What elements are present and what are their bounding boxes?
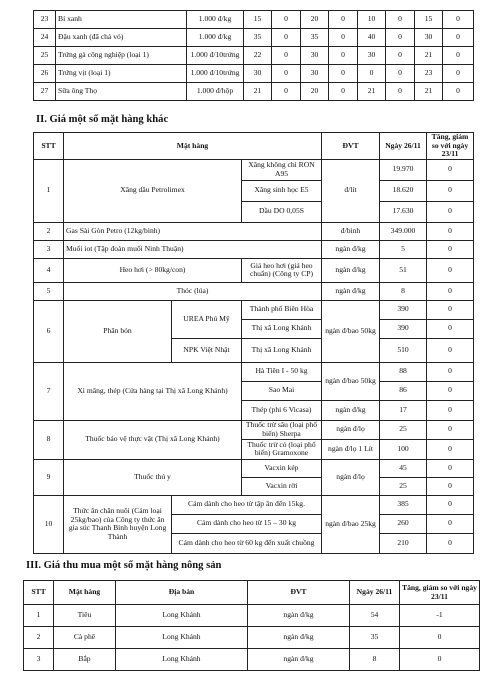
cell-value: 30 [244, 65, 272, 83]
row-stt: 2 [34, 222, 64, 240]
cell-value: 35 [244, 29, 272, 47]
row-stt: 9 [34, 459, 64, 495]
row-stt: 24 [34, 29, 56, 47]
table-row [34, 11, 474, 29]
cell-value: 0 [443, 83, 474, 101]
col-header-stt: STT [24, 581, 54, 605]
price: 54 [350, 605, 400, 627]
col-header-unit: ĐVT [248, 581, 350, 605]
change: 0 [427, 338, 474, 362]
table-row [34, 47, 474, 65]
cell-value: 0 [329, 11, 358, 29]
change: 0 [427, 201, 474, 222]
price: 100 [380, 439, 427, 459]
row-stt: 5 [34, 282, 64, 300]
table-row [34, 222, 474, 240]
price: 8 [350, 649, 400, 671]
row-unit: ngàn đ/bao 25kg [322, 495, 380, 553]
cell-value: 0 [272, 83, 301, 101]
cell-value: 0 [443, 47, 474, 65]
price: 390 [380, 300, 427, 319]
price: 390 [380, 319, 427, 338]
row-stt: 2 [24, 627, 54, 649]
row-stt: 4 [34, 258, 64, 282]
cell-value: 0 [386, 47, 415, 65]
change: 0 [400, 627, 480, 649]
row-unit: 1.000 đ/hộp [187, 83, 244, 101]
change: 0 [427, 222, 474, 240]
row-stt: 1 [24, 605, 54, 627]
change: 0 [427, 400, 474, 420]
table-row [34, 282, 474, 300]
sub-item: Xăng không chì RON A95 [242, 159, 322, 180]
price: 35 [350, 627, 400, 649]
row-name: Trứng gà công nghiệp (loại 1) [56, 47, 187, 65]
sub-item: Giá heo hơi (giá heo chuẩn) (Công ty CP) [242, 258, 322, 282]
row-unit: ngàn đ/lọ [322, 459, 380, 495]
row-unit: ngàn đ/lọ [322, 420, 380, 439]
table-row [34, 495, 474, 514]
price: 385 [380, 495, 427, 514]
row-unit: đ/lít [322, 159, 380, 222]
row-name: Phân bón [64, 300, 172, 362]
row-unit: ngàn đ/lọ 1 Lít [322, 439, 380, 459]
row-unit: ngàn đ/kg [322, 240, 380, 258]
sub-item: Dầu DO 0,05S [242, 201, 322, 222]
change: 0 [427, 282, 474, 300]
cell-value: 0 [443, 11, 474, 29]
change: 0 [427, 420, 474, 439]
row-name: Sữa ông Thọ [56, 83, 187, 101]
table-row [34, 240, 474, 258]
cell-value: 22 [244, 47, 272, 65]
row-name: Bắp [54, 649, 116, 671]
cell-value: 10 [358, 11, 386, 29]
price: 260 [380, 514, 427, 533]
col-header-stt: STT [34, 133, 64, 160]
row-unit: ngàn đ/kg [248, 649, 350, 671]
change: 0 [427, 362, 474, 381]
row-name: Thóc (lúa) [64, 282, 322, 300]
row-unit: ngàn đ/bao 50kg [322, 362, 380, 400]
col-header-date: Ngày 26/11 [350, 581, 400, 605]
change: 0 [427, 514, 474, 533]
cell-value: 30 [415, 29, 443, 47]
cell-value: 30 [301, 47, 329, 65]
price: 45 [380, 459, 427, 477]
price: 86 [380, 381, 427, 400]
price: 17 [380, 400, 427, 420]
col-header-item: Mặt hàng [64, 133, 322, 160]
row-stt: 8 [34, 420, 64, 459]
change: 0 [427, 240, 474, 258]
row-unit: đ/bình [322, 222, 380, 240]
price: 25 [380, 477, 427, 495]
col-header-unit: ĐVT [322, 133, 380, 160]
cell-value: 0 [329, 83, 358, 101]
price: 5 [380, 240, 427, 258]
table-farm-products [23, 580, 480, 671]
cell-value: 0 [443, 29, 474, 47]
sub-item: Thép (phi 6 Vicasa) [242, 400, 322, 420]
row-stt: 1 [34, 159, 64, 222]
row-stt: 25 [34, 47, 56, 65]
row-stt: 3 [34, 240, 64, 258]
sub-group: NPK Việt Nhật [172, 338, 242, 362]
price: 349.000 [380, 222, 427, 240]
cell-value: 21 [415, 47, 443, 65]
row-name: Gas Sài Gòn Petro (12kg/bình) [64, 222, 322, 240]
table-row [34, 83, 474, 101]
sub-item: Sao Mai [242, 381, 322, 400]
cell-value: 20 [301, 11, 329, 29]
table-row [34, 459, 474, 477]
cell-value: 15 [415, 11, 443, 29]
row-stt: 10 [34, 495, 64, 553]
row-area: Long Khánh [116, 649, 248, 671]
cell-value: 0 [386, 29, 415, 47]
table-header-row [34, 133, 474, 160]
sub-item: Thuốc trừ sâu (loại phổ biến) Sherpa [242, 420, 322, 439]
row-unit: 1.000 đ/kg [187, 29, 244, 47]
cell-value: 0 [443, 65, 474, 83]
row-name: Thức ăn chăn nuôi (Cám loại 25kg/bao) của Công ty thức ăn gia súc Thanh Bình huyện Long Thành [64, 495, 172, 553]
row-unit: 1.000 đ/kg [187, 11, 244, 29]
change: 0 [427, 533, 474, 553]
row-stt: 7 [34, 362, 64, 420]
cell-value: 0 [272, 65, 301, 83]
row-name: Bí xanh [56, 11, 187, 29]
cell-value: 30 [358, 47, 386, 65]
cell-value: 0 [329, 47, 358, 65]
row-name: Thuốc thú y [64, 459, 242, 495]
row-unit: ngàn đ/kg [248, 627, 350, 649]
row-name: Xi măng, thép (Cửa hàng tại Thị xã Long Khánh) [64, 362, 242, 420]
change: 0 [427, 180, 474, 201]
cell-value: 0 [272, 29, 301, 47]
cell-value: 0 [386, 11, 415, 29]
change: 0 [427, 381, 474, 400]
table-row [34, 159, 474, 180]
change: 0 [427, 258, 474, 282]
table-row [34, 258, 474, 282]
col-header-area: Địa bàn [116, 581, 248, 605]
table-body [24, 605, 480, 671]
change: 0 [427, 495, 474, 514]
sub-item: Cám dành cho heo từ 60 kg đến xuất chuồng [172, 533, 322, 553]
change: 0 [427, 159, 474, 180]
change: 0 [400, 649, 480, 671]
col-header-date: Ngày 26/11 [380, 133, 427, 160]
row-stt: 3 [24, 649, 54, 671]
row-area: Long Khánh [116, 605, 248, 627]
col-header-change: Tăng, giảm so với ngày 23/11 [400, 581, 480, 605]
row-name: Trứng vịt (loại 1) [56, 65, 187, 83]
price: 25 [380, 420, 427, 439]
row-unit: ngàn đ/bao 50kg [322, 300, 380, 362]
section-2-title: II. Giá một số mặt hàng khác [36, 114, 169, 125]
row-unit: ngàn đ/kg [322, 258, 380, 282]
cell-value: 0 [329, 29, 358, 47]
row-name: Muối iot (Tập đoàn muối Ninh Thuận) [64, 240, 322, 258]
change: 0 [427, 459, 474, 477]
table-row [24, 649, 480, 671]
cell-value: 0 [272, 47, 301, 65]
cell-value: 0 [386, 83, 415, 101]
table-row [34, 300, 474, 319]
table-header-row [24, 581, 480, 605]
cell-value: 0 [329, 65, 358, 83]
price: 510 [380, 338, 427, 362]
table-row [24, 605, 480, 627]
row-stt: 27 [34, 83, 56, 101]
cell-value: 21 [244, 83, 272, 101]
cell-value: 40 [358, 29, 386, 47]
cell-value: 0 [272, 11, 301, 29]
table-row [34, 420, 474, 439]
price: 17.630 [380, 201, 427, 222]
row-unit: ngàn đ/kg [248, 605, 350, 627]
row-name: Đậu xanh (đã chà vỏ) [56, 29, 187, 47]
row-unit: 1.000 đ/10trứng [187, 65, 244, 83]
sub-item: Vacxin rời [242, 477, 322, 495]
cell-value: 15 [244, 11, 272, 29]
row-name: Tiêu [54, 605, 116, 627]
sub-group: UREA Phú Mỹ [172, 300, 242, 338]
price: 210 [380, 533, 427, 553]
price: 88 [380, 362, 427, 381]
table-other-goods [33, 132, 474, 554]
row-name: Xăng dầu Petrolimex [64, 159, 242, 222]
cell-value: 21 [358, 83, 386, 101]
price: 18.620 [380, 180, 427, 201]
sub-item: Cám dành cho heo từ tập ăn đến 15kg. [172, 495, 322, 514]
sub-item: Thuốc trừ cỏ (loại phổ biến) Gramoxone [242, 439, 322, 459]
price: 8 [380, 282, 427, 300]
cell-value: 20 [301, 83, 329, 101]
table-row [34, 362, 474, 381]
table-body [34, 11, 474, 101]
table-vegetables-continued [33, 10, 474, 101]
sub-item: Thị xã Long Khánh [242, 338, 322, 362]
table-row [24, 627, 480, 649]
col-header-change: Tăng, giảm so với ngày 23/11 [427, 133, 474, 160]
col-header-item: Mặt hàng [54, 581, 116, 605]
table-row [34, 29, 474, 47]
price: 51 [380, 258, 427, 282]
row-name: Heo hơi (> 80kg/con) [64, 258, 242, 282]
row-name: Thuốc bảo vệ thực vật (Thị xã Long Khánh) [64, 420, 242, 459]
change: -1 [400, 605, 480, 627]
sub-item: Hà Tiên I - 50 kg [242, 362, 322, 381]
table-row [34, 65, 474, 83]
price: 19.970 [380, 159, 427, 180]
row-stt: 23 [34, 11, 56, 29]
sub-item: Vacxin kép [242, 459, 322, 477]
change: 0 [427, 439, 474, 459]
cell-value: 0 [358, 65, 386, 83]
sub-item: Cám dành cho heo từ 15 – 30 kg [172, 514, 322, 533]
row-unit: ngàn đ/kg [322, 282, 380, 300]
row-unit: ngàn đ/kg [322, 400, 380, 420]
change: 0 [427, 300, 474, 319]
sub-item: Thành phố Biên Hòa [242, 300, 322, 319]
cell-value: 0 [386, 65, 415, 83]
cell-value: 23 [415, 65, 443, 83]
sub-item: Thị xã Long Khánh [242, 319, 322, 338]
sub-item: Xăng sinh học E5 [242, 180, 322, 201]
change: 0 [427, 319, 474, 338]
row-unit: 1.000 đ/10trứng [187, 47, 244, 65]
row-area: Long Khánh [116, 627, 248, 649]
row-stt: 6 [34, 300, 64, 362]
cell-value: 35 [301, 29, 329, 47]
row-stt: 26 [34, 65, 56, 83]
row-name: Cà phê [54, 627, 116, 649]
section-3-title: III. Giá thu mua một số mặt hàng nông sản [26, 560, 222, 571]
cell-value: 21 [415, 83, 443, 101]
cell-value: 30 [301, 65, 329, 83]
change: 0 [427, 477, 474, 495]
